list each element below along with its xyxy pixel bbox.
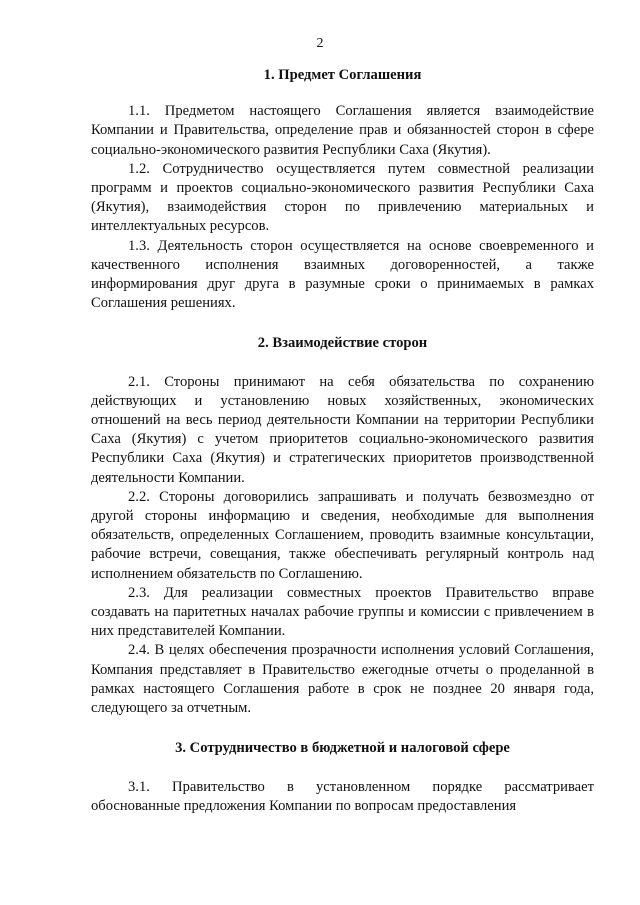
section-1-heading: 1. Предмет Соглашения (263, 67, 422, 83)
paragraph-2-2: 2.2. Стороны договорились запрашивать и получать безвозмездно от другой стороны информацию и сведения, необходимые для выполнения обязательств, определенных Соглашением, проводить взаимные консультации, рабочие встречи, совещания, также обеспечивать регулярный контроль над исполнением обязательств по Соглашению. (91, 488, 594, 582)
paragraph-2-3: 2.3. Для реализации совместных проектов Правительство вправе создавать на паритетных началах рабочие группы и комиссии с привлечением в них представителей Компании. (91, 584, 594, 640)
paragraph-2-4: 2.4. В целях обеспечения прозрачности исполнения условий Соглашения, Компания представляет в Правительство ежегодные отчеты о проделанной в рамках настоящего Соглашения работе в срок не позднее 20 января года, следующего за отчетным. (91, 642, 594, 717)
paragraph-1-1: 1.1. Предметом настоящего Соглашения является взаимодействие Компании и Правительства, определение прав и обязанностей сторон в сфере социально-экономического развития Республики Саха (Якутия). (91, 103, 594, 158)
section-2-heading: 2. Взаимодействие сторон (257, 335, 428, 352)
document-body (91, 66, 594, 816)
paragraph-2-1: 2.1. Стороны принимают на себя обязательства по сохранению действующих и установлению новых хозяйственных, экономических отношений на весь период деятельности Компании на территории Республики Саха (Якутия) с учетом приоритетов социально-экономического развития Республики Саха (Якутия) и стратегических приоритетов производственной деятельности Компании. (91, 373, 594, 486)
page-number: 2 (316, 36, 324, 51)
paragraph-1-3: 1.3. Деятельность сторон осуществляется на основе своевременного и качественного исполнения взаимных договоренностей, а также информирования друг друга в разумные сроки о принимаемых в рамках Соглашения решениях. (91, 237, 594, 312)
paragraph-3-1: 3.1. Правительство в установленном порядке рассматривает обоснованные предложения Компании по вопросам предоставления (91, 778, 594, 814)
paragraph-1-2: 1.2. Сотрудничество осуществляется путем совместной реализации программ и проектов социально-экономического развития Республики Саха (Якутия), взаимодействия сторон по привлечению материальных и интеллектуальных ресурсов. (91, 160, 594, 235)
section-3-heading: 3. Сотрудничество в бюджетной и налоговой сфере (175, 740, 510, 757)
